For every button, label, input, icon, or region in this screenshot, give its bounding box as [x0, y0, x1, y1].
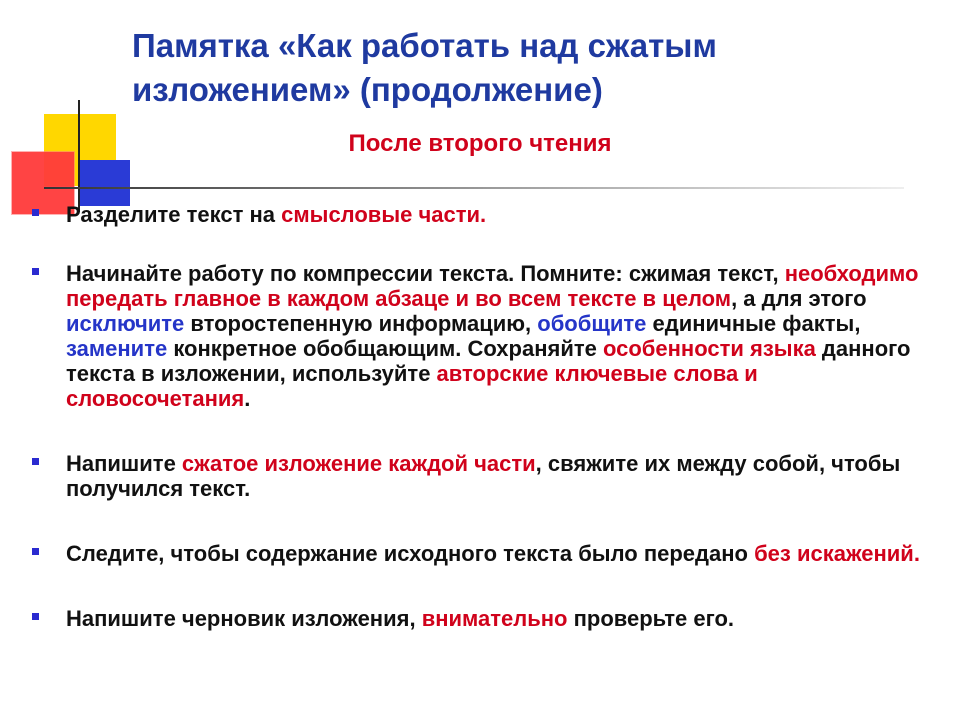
bullet-list — [30, 202, 940, 631]
bullet-text: Напишите черновик изложения, — [66, 606, 422, 631]
bullet-highlight: сжатое изложение каждой части — [181, 451, 536, 476]
bullet-text: , а для этого — [731, 286, 867, 311]
bullet-highlight: исключите — [66, 311, 185, 336]
bullet-item — [30, 261, 940, 411]
bullet-highlight: смысловые части. — [281, 202, 487, 227]
bullet-highlight: замените — [66, 336, 168, 361]
bullet-text: второстепенную информацию, — [184, 311, 538, 336]
bullet-text: единичные факты, — [646, 311, 861, 336]
decor-blue-square — [78, 160, 130, 206]
bullet-text: проверьте его. — [567, 606, 735, 631]
bullet-highlight: обобщите — [537, 311, 647, 336]
bullet-highlight: особенности языка — [602, 336, 816, 361]
bullet-highlight: внимательно — [421, 606, 568, 631]
slide-subtitle — [0, 130, 960, 158]
subtitle-text: После второго чтения — [348, 130, 612, 157]
bullet-text: . — [244, 386, 251, 411]
decor-horizontal-line — [44, 187, 904, 189]
bullet-item — [30, 606, 940, 631]
bullet-item — [30, 202, 940, 227]
bullet-text: конкретное обобщающим. Сохраняйте — [167, 336, 603, 361]
bullet-highlight: необходимо передать главное в каждом абзаце и во всем тексте в целом — [66, 261, 919, 311]
bullet-marker-icon — [32, 613, 39, 620]
bullet-marker-icon — [32, 548, 39, 555]
bullet-text: , свяжите их между собой, чтобы получился текст. — [66, 451, 901, 501]
bullet-item — [30, 541, 940, 566]
bullet-item — [30, 451, 940, 501]
bullet-highlight: авторские ключевые слова и словосочетания — [66, 361, 758, 411]
bullet-text: данного текста в изложении, используйте — [66, 336, 911, 386]
slide-title: Памятка «Как работать над сжатым изложением» (продолжение) — [132, 27, 717, 108]
bullet-marker-icon — [32, 268, 39, 275]
bullet-text: Разделите текст на — [66, 202, 282, 227]
bullet-text: Напишите — [66, 451, 182, 476]
bullet-marker-icon — [32, 209, 39, 216]
bullet-marker-icon — [32, 458, 39, 465]
bullet-text: Следите, чтобы содержание исходного текста было передано — [66, 541, 755, 566]
bullet-highlight: без искажений. — [754, 541, 920, 566]
bullet-text: Начинайте работу по компрессии текста. Помните: сжимая текст, — [66, 261, 785, 286]
